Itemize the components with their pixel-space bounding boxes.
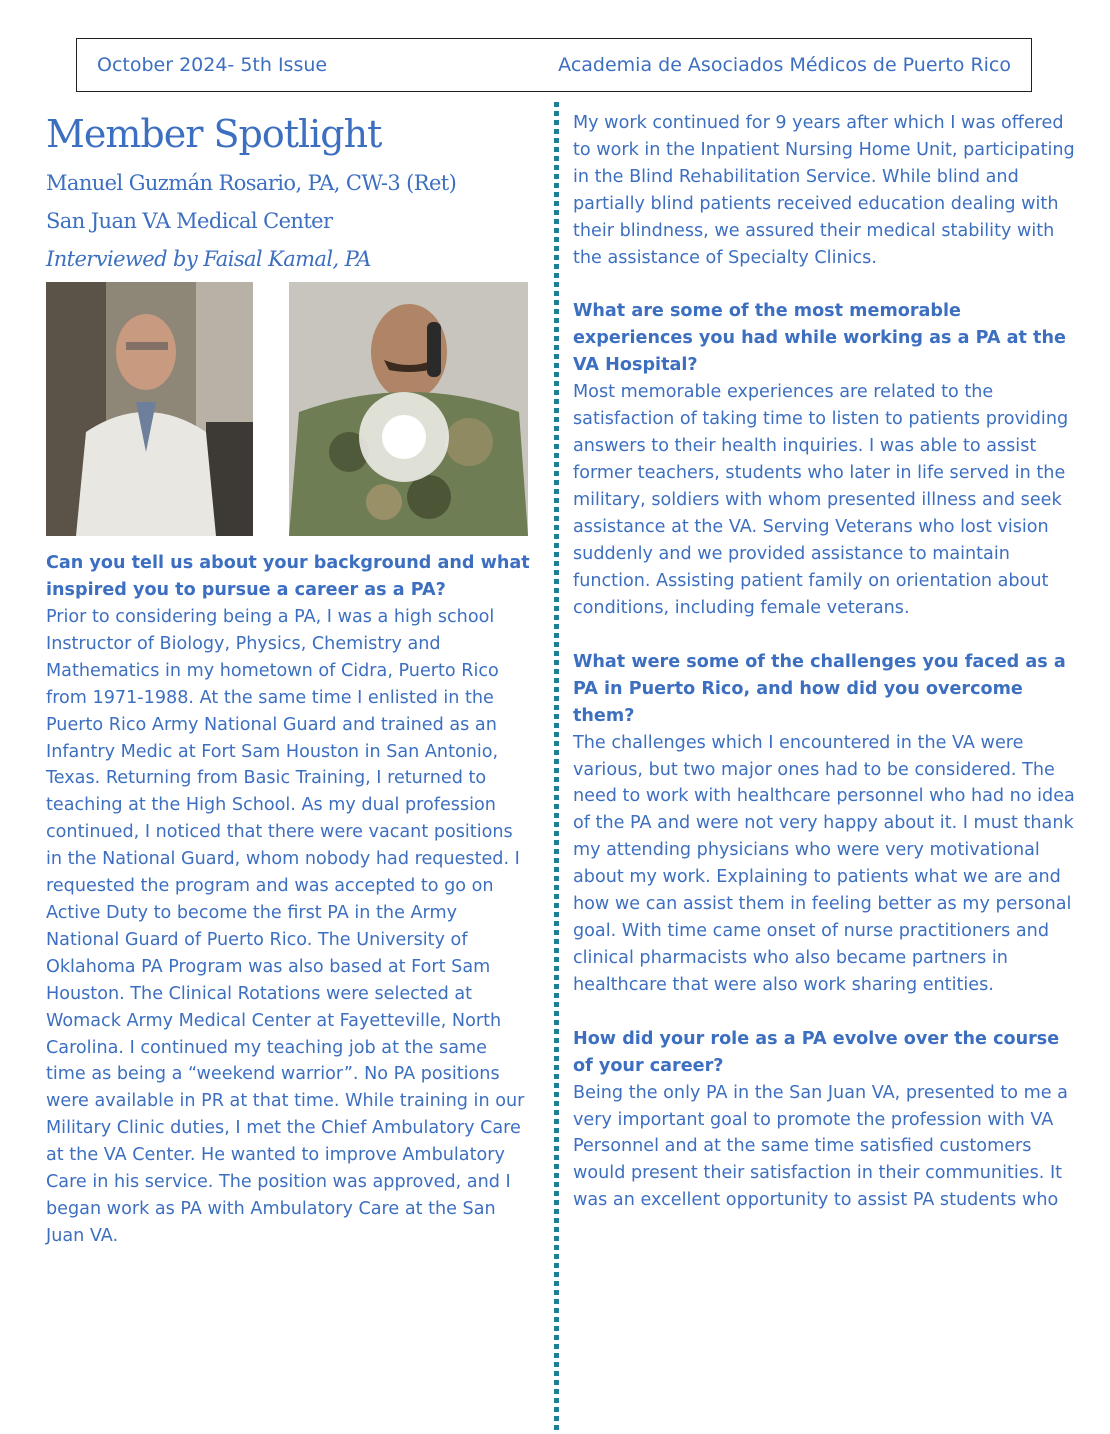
interviewer-credit: Interviewed by Faisal Kamal, PA	[46, 247, 371, 271]
member-photos	[46, 282, 532, 538]
member-workplace: San Juan VA Medical Center	[46, 209, 333, 233]
answer-background: Prior to considering being a PA, I was a high school Instructor of Biology, Physics, Chemistry and Mathematics in my hometown of Cidra, Puerto Rico from 1971-1988. At the same time I enlisted in the Puerto Rico Army National Guard and trained as an Infantry Medic at Fort Sam Houston in San Antonio, Texas. Returning from Basic Training, I returned to teaching at the High School. As my dual profession continued, I noticed that there were vacant positions in the National Guard, whom nobody had requested. I requested the program and was accepted to go on Active Duty to become the first PA in the Army National Guard of Puerto Rico. The University of Oklahoma PA Program was also based at Fort Sam Houston. The Clinical Rotations were selected at Womack Army Medical Center at Fayetteville, North Carolina. I continued my teaching job at the same time as being a “weekend warrior”. No PA positions were available in PR at that time. While training in our Military Clinic duties, I met the Chief Ambulatory Care at the VA Center. He wanted to improve Ambulatory Care in his service. The position was approved, and I began work as PA with Ambulatory Care at the San Juan VA.	[46, 607, 525, 1246]
answer-memorable: Most memorable experiences are related to the satisfaction of taking time to listen to patients providing answers to their health inquiries. I was able to assist former teachers, students who later in life served in the military, soldiers with whom presented illness and seek assistance at the VA. Serving Veterans who lost vision suddenly and we provided assistance to maintain function. Assisting patient family on orientation about conditions, including female veterans.	[573, 382, 1069, 618]
photo-white-coat	[46, 282, 253, 536]
question-role-evolution: How did your role as a PA evolve over the course of your career?	[573, 1028, 1060, 1076]
question-background: Can you tell us about your background and what inspired you to pursue a career as a PA?	[46, 553, 530, 600]
answer-challenges: The challenges which I encountered in the VA were various, but two major ones had to be considered. The need to work with healthcare personnel who had no idea of the PA and were not very happy about it. I must thank my attending physicians who were very motivational about my work. Explaining to patients what we are and how we can assist them in feeling better as my personal goal. With time came onset of nurse practitioners and clinical pharmacists who also became partners in healthcare that were also work sharing entities.	[573, 732, 1075, 995]
paragraph-career-continued: My work continued for 9 years after which I was offered to work in the Inpatient Nursing Home Unit, participating in the Blind Rehabilitation Service. While blind and partially blind patients received education dealing with their blindness, we assured their medical stability with the assistance of Specialty Clinics.	[573, 113, 1075, 268]
section-title: Member Spotlight	[46, 112, 382, 156]
left-column	[46, 112, 532, 1250]
issue-label: October 2024- 5th Issue	[97, 54, 328, 76]
photo-military-uniform	[289, 282, 528, 536]
column-divider	[554, 102, 559, 1432]
member-name: Manuel Guzmán Rosario, PA, CW-3 (Ret)	[46, 171, 457, 195]
newsletter-header	[76, 38, 1032, 92]
right-column	[573, 110, 1085, 1214]
question-challenges: What were some of the challenges you faced as a PA in Puerto Rico, and how did you overcome them?	[573, 651, 1066, 726]
organization-name: Academia de Asociados Médicos de Puerto Rico	[558, 54, 1011, 76]
question-memorable: What are some of the most memorable experiences you had while working as a PA at the VA Hospital?	[573, 301, 1066, 376]
answer-role-evolution: Being the only PA in the San Juan VA, presented to me a very important goal to promote the profession with VA Personnel and at the same time satisfied customers would present their satisfaction in their communities. It was an excellent opportunity to assist PA students who	[573, 1082, 1068, 1211]
